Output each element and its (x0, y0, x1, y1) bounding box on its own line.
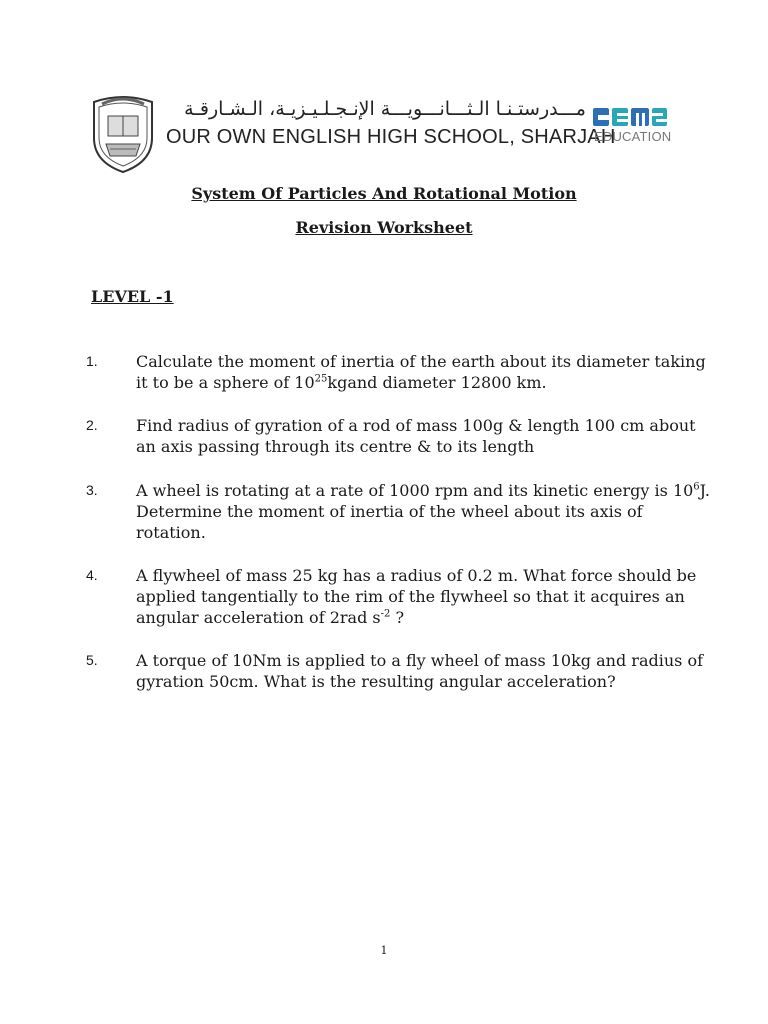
question-text: Find radius of gyration of a rod of mass 100g & length 100 cm about an axis passing through its centre & to its length (136, 416, 696, 456)
question-number: 4. (86, 567, 98, 583)
question-text: A wheel is rotating at a rate of 1000 rpm and its kinetic energy is $10^6J$. Determine the moment of inertia of the wheel about its axis of rotation. (136, 481, 710, 542)
question-number: 1. (86, 353, 98, 369)
question-number: 2. (86, 417, 98, 433)
worksheet-title: System Of Particles And Rotational Motion (191, 184, 577, 203)
question-number: 3. (86, 482, 98, 498)
question-number: 5. (86, 652, 98, 668)
school-crest-icon (88, 94, 158, 174)
worksheet-subtitle: Revision Worksheet (295, 218, 473, 237)
letterhead (88, 94, 672, 174)
question-text: A flywheel of mass 25 kg has a radius of 0.2 m. What force should be applied tangentially to the rim of the flywheel so that it acquires an angular acceleration of 2rad $s^{-2}$ ? (136, 566, 697, 627)
gems-education-label: EDUCATION (594, 129, 672, 144)
question-text: Calculate the moment of inertia of the earth about its diameter taking it to be a sphere of $10^{25}kgand$ diameter 12800 km. (136, 352, 706, 392)
page-number: 1 (380, 944, 388, 957)
school-name-arabic: مـــدرستـنـا الـثـــانـــويـــة الإنـجـلـيـزيـة، الـشـارقـة (184, 98, 586, 120)
question-text: A torque of 10Nm is applied to a fly wheel of mass 10kg and radius of gyration 50cm. What is the resulting angular acceleration? (136, 651, 704, 691)
school-name: OUR OWN ENGLISH HIGH SCHOOL, SHARJAH (166, 126, 616, 148)
level-heading: LEVEL -1 (91, 287, 174, 306)
